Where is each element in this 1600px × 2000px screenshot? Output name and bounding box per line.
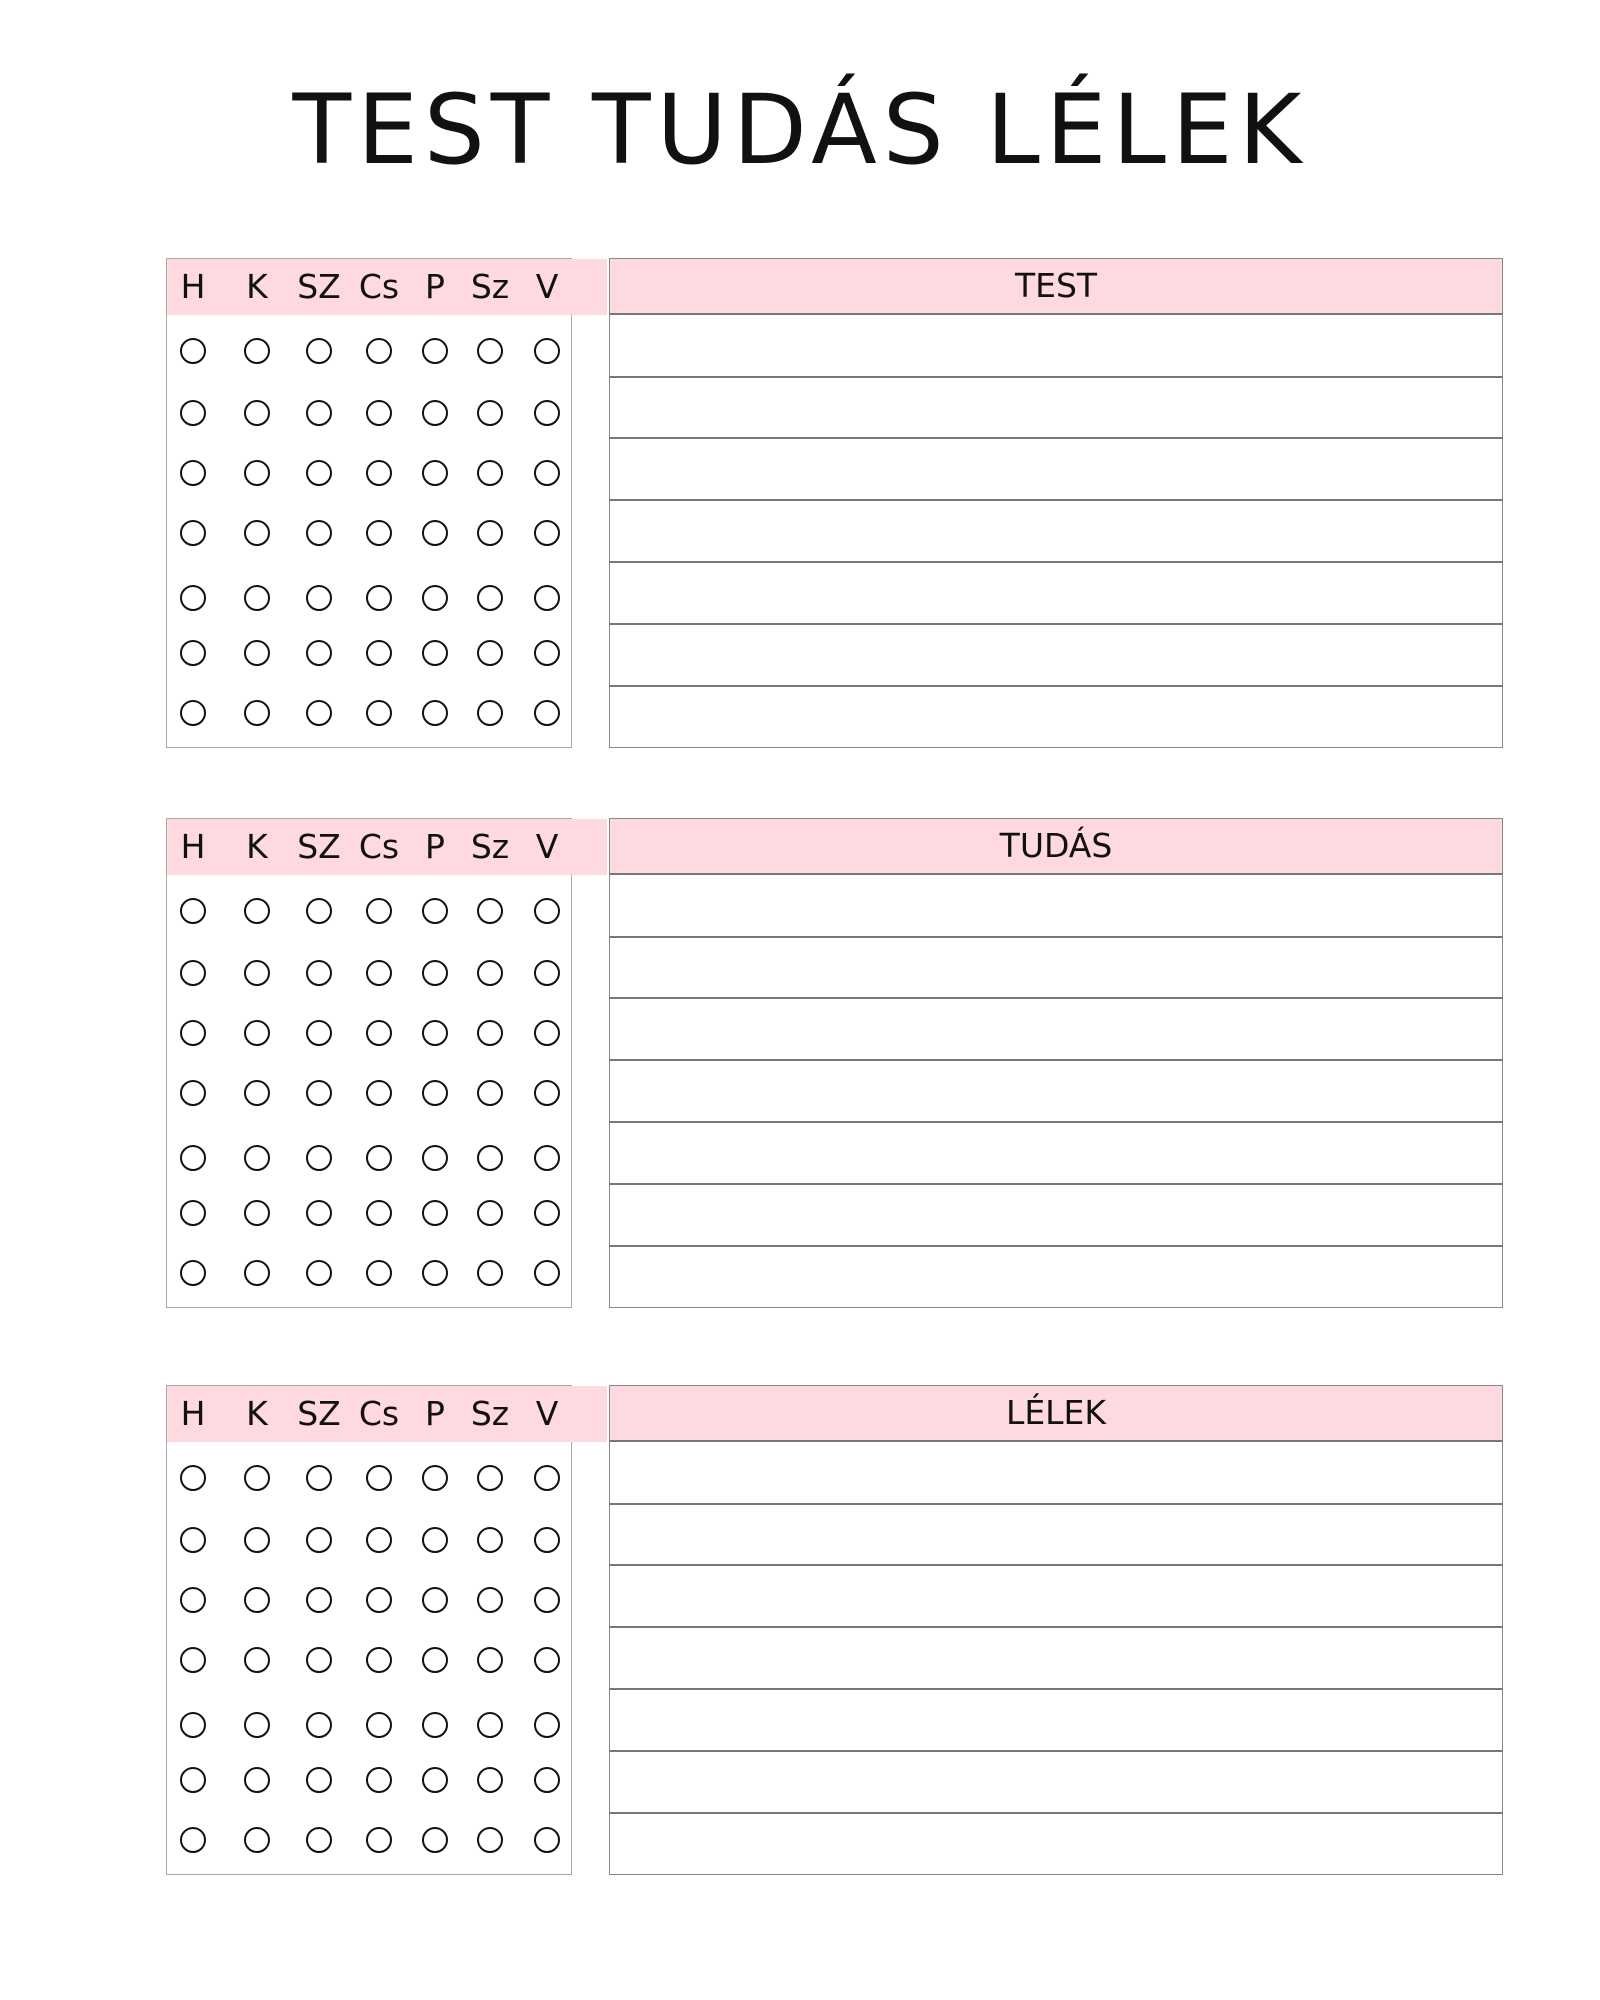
tracker-circle-checkbox[interactable] xyxy=(422,1260,448,1286)
tracker-circle-checkbox[interactable] xyxy=(534,520,560,546)
tracker-circle-checkbox[interactable] xyxy=(422,700,448,726)
tracker-circle-checkbox[interactable] xyxy=(180,585,206,611)
tracker-circle-checkbox[interactable] xyxy=(180,1647,206,1673)
habit-tracker xyxy=(166,258,572,748)
tracker-circle-checkbox[interactable] xyxy=(422,960,448,986)
tracker-circle-checkbox[interactable] xyxy=(477,960,503,986)
tracker-circle-checkbox[interactable] xyxy=(477,338,503,364)
tracker-circle-checkbox[interactable] xyxy=(534,960,560,986)
tracker-circle-checkbox[interactable] xyxy=(244,960,270,986)
habit-tracker xyxy=(166,1385,572,1875)
note-line[interactable] xyxy=(610,685,1502,687)
tracker-circle-checkbox[interactable] xyxy=(422,1020,448,1046)
tracker-circle-checkbox[interactable] xyxy=(477,1767,503,1793)
notes-box xyxy=(609,258,1503,748)
tracker-circle-checkbox[interactable] xyxy=(534,338,560,364)
tracker-circle-checkbox[interactable] xyxy=(422,1712,448,1738)
tracker-circle-checkbox[interactable] xyxy=(477,585,503,611)
tracker-circle-checkbox[interactable] xyxy=(244,1647,270,1673)
habit-tracker xyxy=(166,818,572,1308)
tracker-circle-checkbox[interactable] xyxy=(306,400,332,426)
tracker-circle-checkbox[interactable] xyxy=(366,338,392,364)
tracker-circle-checkbox[interactable] xyxy=(422,1200,448,1226)
tracker-circle-checkbox[interactable] xyxy=(366,700,392,726)
tracker-circle-checkbox[interactable] xyxy=(477,1827,503,1853)
day-label: Cs xyxy=(358,1394,400,1433)
tracker-circle-checkbox[interactable] xyxy=(180,700,206,726)
tracker-circle-checkbox[interactable] xyxy=(422,585,448,611)
day-label: K xyxy=(246,1394,268,1433)
note-line[interactable] xyxy=(610,1121,1502,1123)
tracker-circle-checkbox[interactable] xyxy=(180,520,206,546)
notes-heading: LÉLEK xyxy=(610,1386,1502,1442)
tracker-circle-checkbox[interactable] xyxy=(477,400,503,426)
tracker-circle-checkbox[interactable] xyxy=(306,1260,332,1286)
tracker-circle-checkbox[interactable] xyxy=(422,640,448,666)
tracker-circle-checkbox[interactable] xyxy=(180,1712,206,1738)
tracker-circle-checkbox[interactable] xyxy=(244,1080,270,1106)
tracker-circle-checkbox[interactable] xyxy=(477,1587,503,1613)
tracker-circle-checkbox[interactable] xyxy=(477,1260,503,1286)
note-line[interactable] xyxy=(610,499,1502,501)
tracker-circle-checkbox[interactable] xyxy=(534,1080,560,1106)
tracker-circle-checkbox[interactable] xyxy=(366,1767,392,1793)
tracker-circle-checkbox[interactable] xyxy=(366,520,392,546)
notes-heading: TUDÁS xyxy=(610,819,1502,875)
tracker-circle-checkbox[interactable] xyxy=(422,898,448,924)
tracker-circle-checkbox[interactable] xyxy=(477,1080,503,1106)
tracker-circle-checkbox[interactable] xyxy=(306,1200,332,1226)
tracker-circle-checkbox[interactable] xyxy=(180,1827,206,1853)
tracker-circle-checkbox[interactable] xyxy=(180,640,206,666)
day-label: Cs xyxy=(358,827,400,866)
note-line[interactable] xyxy=(610,1059,1502,1061)
note-line[interactable] xyxy=(610,561,1502,563)
tracker-circle-checkbox[interactable] xyxy=(477,700,503,726)
note-line[interactable] xyxy=(610,1245,1502,1247)
tracker-circle-checkbox[interactable] xyxy=(180,1767,206,1793)
tracker-circle-checkbox[interactable] xyxy=(366,898,392,924)
tracker-circle-checkbox[interactable] xyxy=(366,1465,392,1491)
tracker-circle-checkbox[interactable] xyxy=(306,1465,332,1491)
tracker-circle-checkbox[interactable] xyxy=(477,520,503,546)
day-label: V xyxy=(535,267,559,306)
tracker-circle-checkbox[interactable] xyxy=(306,520,332,546)
tracker-circle-checkbox[interactable] xyxy=(244,520,270,546)
tracker-circle-checkbox[interactable] xyxy=(306,898,332,924)
tracker-circle-checkbox[interactable] xyxy=(534,1020,560,1046)
note-line[interactable] xyxy=(610,437,1502,439)
tracker-circle-checkbox[interactable] xyxy=(244,1767,270,1793)
tracker-circle-checkbox[interactable] xyxy=(244,700,270,726)
tracker-circle-checkbox[interactable] xyxy=(180,460,206,486)
tracker-circle-checkbox[interactable] xyxy=(244,460,270,486)
tracker-circle-checkbox[interactable] xyxy=(477,1647,503,1673)
tracker-circle-checkbox[interactable] xyxy=(306,700,332,726)
tracker-circle-checkbox[interactable] xyxy=(366,1145,392,1171)
tracker-circle-checkbox[interactable] xyxy=(366,1020,392,1046)
tracker-circle-checkbox[interactable] xyxy=(366,1080,392,1106)
tracker-circle-checkbox[interactable] xyxy=(306,1827,332,1853)
tracker-circle-checkbox[interactable] xyxy=(477,460,503,486)
tracker-circle-checkbox[interactable] xyxy=(422,1587,448,1613)
tracker-circle-checkbox[interactable] xyxy=(366,400,392,426)
tracker-circle-checkbox[interactable] xyxy=(422,520,448,546)
tracker-circle-checkbox[interactable] xyxy=(244,1020,270,1046)
tracker-circle-checkbox[interactable] xyxy=(180,1465,206,1491)
tracker-circle-checkbox[interactable] xyxy=(244,1260,270,1286)
day-label: P xyxy=(425,1394,445,1433)
tracker-circle-checkbox[interactable] xyxy=(534,1200,560,1226)
tracker-circle-checkbox[interactable] xyxy=(306,960,332,986)
tracker-circle-checkbox[interactable] xyxy=(244,1200,270,1226)
tracker-circle-checkbox[interactable] xyxy=(422,1527,448,1553)
tracker-circle-checkbox[interactable] xyxy=(534,1767,560,1793)
notes-box xyxy=(609,818,1503,1308)
day-label: P xyxy=(425,827,445,866)
tracker-circle-checkbox[interactable] xyxy=(534,898,560,924)
tracker-header xyxy=(167,1386,607,1442)
tracker-circle-checkbox[interactable] xyxy=(306,460,332,486)
day-label: SZ xyxy=(297,267,341,306)
note-line[interactable] xyxy=(610,1626,1502,1628)
tracker-circle-checkbox[interactable] xyxy=(534,1712,560,1738)
tracker-circle-checkbox[interactable] xyxy=(306,1767,332,1793)
tracker-circle-checkbox[interactable] xyxy=(180,1145,206,1171)
tracker-circle-checkbox[interactable] xyxy=(422,1080,448,1106)
notes-box xyxy=(609,1385,1503,1875)
tracker-circle-checkbox[interactable] xyxy=(534,1587,560,1613)
tracker-circle-checkbox[interactable] xyxy=(477,1145,503,1171)
note-line[interactable] xyxy=(610,997,1502,999)
day-label: V xyxy=(535,827,559,866)
tracker-circle-checkbox[interactable] xyxy=(244,585,270,611)
tracker-circle-checkbox[interactable] xyxy=(306,640,332,666)
tracker-circle-checkbox[interactable] xyxy=(244,338,270,364)
day-label: H xyxy=(180,1394,206,1433)
section-tudás xyxy=(0,818,1600,1313)
tracker-circle-checkbox[interactable] xyxy=(477,1712,503,1738)
tracker-circle-checkbox[interactable] xyxy=(180,338,206,364)
day-label: Cs xyxy=(358,267,400,306)
tracker-circle-checkbox[interactable] xyxy=(180,1527,206,1553)
note-line[interactable] xyxy=(610,376,1502,378)
day-label: Sz xyxy=(470,1394,510,1433)
tracker-circle-checkbox[interactable] xyxy=(534,700,560,726)
day-label: H xyxy=(180,827,206,866)
day-label: SZ xyxy=(297,1394,341,1433)
tracker-circle-checkbox[interactable] xyxy=(244,400,270,426)
day-label: SZ xyxy=(297,827,341,866)
notes-heading: TEST xyxy=(610,259,1502,315)
day-label: P xyxy=(425,267,445,306)
tracker-circle-checkbox[interactable] xyxy=(244,1712,270,1738)
day-label: Sz xyxy=(470,267,510,306)
tracker-circle-checkbox[interactable] xyxy=(306,1712,332,1738)
tracker-circle-checkbox[interactable] xyxy=(477,1527,503,1553)
tracker-circle-checkbox[interactable] xyxy=(244,898,270,924)
tracker-circle-checkbox[interactable] xyxy=(366,1712,392,1738)
tracker-circle-checkbox[interactable] xyxy=(477,898,503,924)
tracker-circle-checkbox[interactable] xyxy=(366,1200,392,1226)
tracker-circle-checkbox[interactable] xyxy=(477,640,503,666)
tracker-circle-checkbox[interactable] xyxy=(534,1145,560,1171)
tracker-circle-checkbox[interactable] xyxy=(306,338,332,364)
section-test xyxy=(0,258,1600,753)
note-line[interactable] xyxy=(610,1503,1502,1505)
tracker-circle-checkbox[interactable] xyxy=(422,1145,448,1171)
tracker-circle-checkbox[interactable] xyxy=(534,1260,560,1286)
note-line[interactable] xyxy=(610,1688,1502,1690)
tracker-circle-checkbox[interactable] xyxy=(534,1827,560,1853)
tracker-circle-checkbox[interactable] xyxy=(422,400,448,426)
tracker-circle-checkbox[interactable] xyxy=(366,1527,392,1553)
tracker-circle-checkbox[interactable] xyxy=(180,960,206,986)
day-label: H xyxy=(180,267,206,306)
day-label: K xyxy=(246,267,268,306)
tracker-circle-checkbox[interactable] xyxy=(422,460,448,486)
tracker-circle-checkbox[interactable] xyxy=(366,1260,392,1286)
tracker-circle-checkbox[interactable] xyxy=(306,1080,332,1106)
tracker-circle-checkbox[interactable] xyxy=(477,1200,503,1226)
tracker-circle-checkbox[interactable] xyxy=(180,1080,206,1106)
day-label: Sz xyxy=(470,827,510,866)
note-line[interactable] xyxy=(610,1750,1502,1752)
tracker-header xyxy=(167,259,607,315)
tracker-circle-checkbox[interactable] xyxy=(306,1587,332,1613)
tracker-circle-checkbox[interactable] xyxy=(244,1587,270,1613)
tracker-circle-checkbox[interactable] xyxy=(180,898,206,924)
page-title: TEST TUDÁS LÉLEK xyxy=(292,74,1308,186)
tracker-circle-checkbox[interactable] xyxy=(422,1465,448,1491)
tracker-circle-checkbox[interactable] xyxy=(534,1465,560,1491)
tracker-circle-checkbox[interactable] xyxy=(422,1647,448,1673)
note-line[interactable] xyxy=(610,1183,1502,1185)
tracker-circle-checkbox[interactable] xyxy=(244,640,270,666)
tracker-circle-checkbox[interactable] xyxy=(534,640,560,666)
tracker-circle-checkbox[interactable] xyxy=(534,460,560,486)
day-label: V xyxy=(535,1394,559,1433)
tracker-circle-checkbox[interactable] xyxy=(366,1587,392,1613)
tracker-circle-checkbox[interactable] xyxy=(180,1260,206,1286)
tracker-circle-checkbox[interactable] xyxy=(366,960,392,986)
tracker-circle-checkbox[interactable] xyxy=(366,640,392,666)
tracker-circle-checkbox[interactable] xyxy=(306,1020,332,1046)
note-line[interactable] xyxy=(610,623,1502,625)
note-line[interactable] xyxy=(610,936,1502,938)
tracker-circle-checkbox[interactable] xyxy=(180,1200,206,1226)
tracker-circle-checkbox[interactable] xyxy=(534,400,560,426)
tracker-circle-checkbox[interactable] xyxy=(366,1647,392,1673)
tracker-circle-checkbox[interactable] xyxy=(366,585,392,611)
tracker-circle-checkbox[interactable] xyxy=(306,585,332,611)
tracker-circle-checkbox[interactable] xyxy=(366,1827,392,1853)
section-lélek xyxy=(0,1385,1600,1880)
note-line[interactable] xyxy=(610,1812,1502,1814)
tracker-circle-checkbox[interactable] xyxy=(306,1527,332,1553)
tracker-circle-checkbox[interactable] xyxy=(244,1145,270,1171)
tracker-circle-checkbox[interactable] xyxy=(244,1527,270,1553)
note-line[interactable] xyxy=(610,1564,1502,1566)
tracker-circle-checkbox[interactable] xyxy=(180,400,206,426)
tracker-header xyxy=(167,819,607,875)
tracker-circle-checkbox[interactable] xyxy=(366,460,392,486)
tracker-circle-checkbox[interactable] xyxy=(306,1145,332,1171)
tracker-circle-checkbox[interactable] xyxy=(180,1020,206,1046)
tracker-circle-checkbox[interactable] xyxy=(477,1020,503,1046)
tracker-circle-checkbox[interactable] xyxy=(422,1827,448,1853)
tracker-circle-checkbox[interactable] xyxy=(306,1647,332,1673)
tracker-circle-checkbox[interactable] xyxy=(534,1527,560,1553)
day-label: K xyxy=(246,827,268,866)
tracker-circle-checkbox[interactable] xyxy=(244,1827,270,1853)
tracker-circle-checkbox[interactable] xyxy=(180,1587,206,1613)
tracker-circle-checkbox[interactable] xyxy=(534,1647,560,1673)
tracker-circle-checkbox[interactable] xyxy=(534,585,560,611)
tracker-circle-checkbox[interactable] xyxy=(422,1767,448,1793)
tracker-circle-checkbox[interactable] xyxy=(477,1465,503,1491)
tracker-circle-checkbox[interactable] xyxy=(244,1465,270,1491)
tracker-circle-checkbox[interactable] xyxy=(422,338,448,364)
